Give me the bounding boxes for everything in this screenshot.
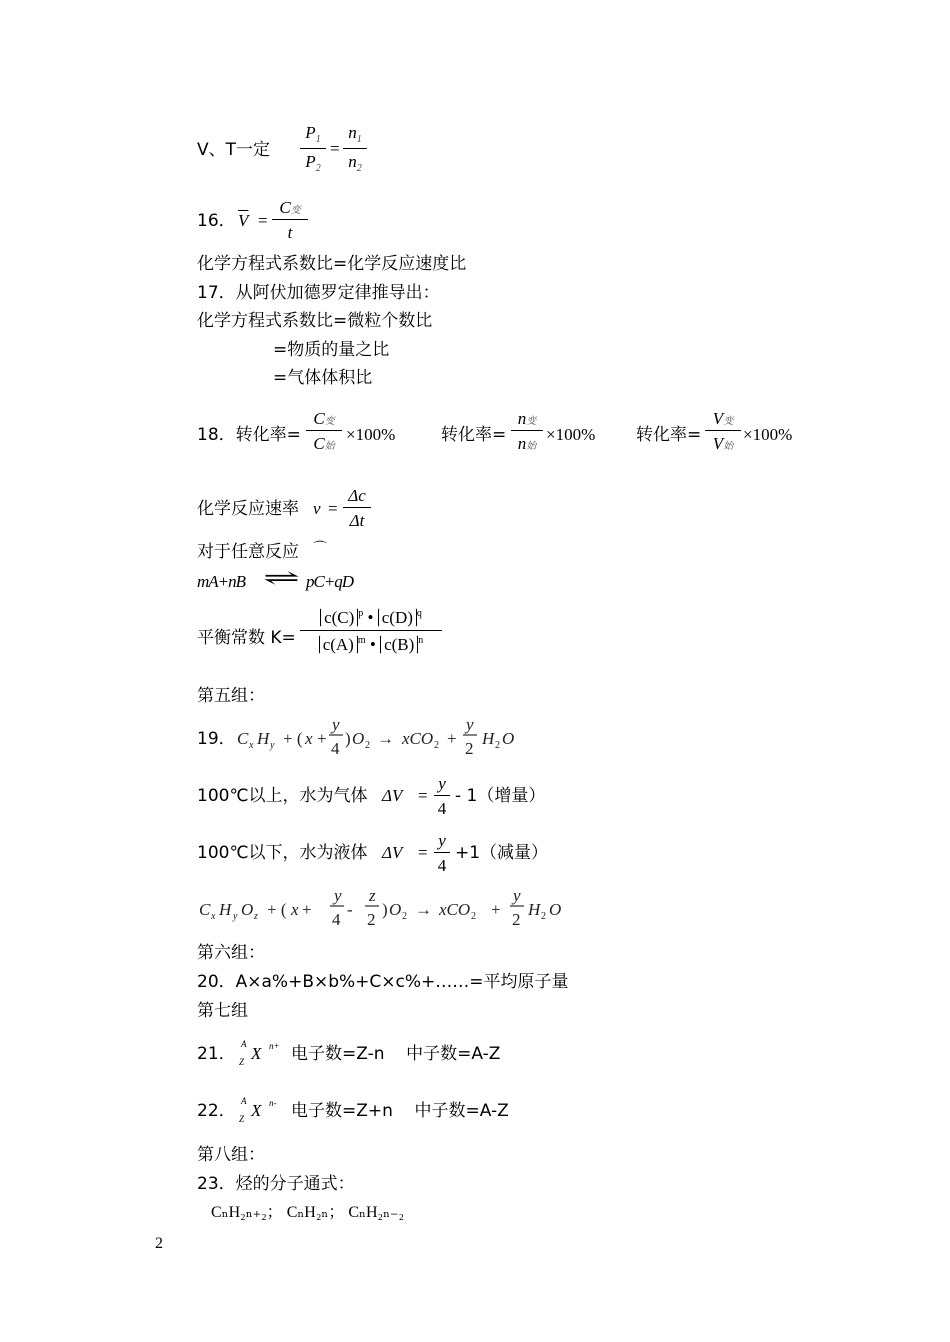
item18-label: 18．转化率=: [197, 425, 301, 445]
cxhyoz-equation: [197, 887, 577, 937]
svg-text:H: H: [219, 900, 232, 919]
item16-v: $\overline{V}$: [238, 211, 249, 230]
svg-text:x: x: [305, 729, 313, 748]
svg-text:C: C: [237, 729, 249, 748]
reaction-arrow: ⇌: [263, 565, 300, 590]
item18-times2: ×100%: [546, 425, 596, 444]
above100-tail: - 1（增量）: [455, 786, 546, 806]
reaction-text: 对于任意反应: [197, 542, 299, 562]
reaction-mark: ⌒: [313, 541, 327, 557]
group8-heading: 第八组：: [197, 1145, 265, 1165]
svg-text:4: 4: [332, 910, 341, 929]
svg-text:→: →: [377, 729, 394, 748]
svg-text:2: 2: [512, 910, 521, 929]
eqconst-fraction: c(C) $^p$ • c(D) $^q$ c(A) $^m$ • c(B) $^n$: [300, 608, 442, 654]
svg-text:→: →: [415, 900, 432, 919]
vt-equals: =: [330, 139, 340, 158]
svg-text:4: 4: [331, 739, 340, 758]
svg-text:2: 2: [365, 740, 370, 751]
item18-frac2: n变 n始: [511, 410, 543, 452]
svg-text:2: 2: [465, 739, 474, 758]
formula-sep-1: ；: [266, 1204, 283, 1221]
svg-text:+: +: [447, 729, 457, 748]
svg-text:y: y: [334, 887, 342, 905]
svg-text:+: +: [317, 729, 327, 748]
item16-eq: =: [258, 211, 268, 230]
svg-text:H: H: [528, 900, 541, 919]
text-line-2: 17．从阿伏加德罗定律推导出：: [197, 283, 440, 303]
text-line-5: =气体体积比: [273, 368, 373, 388]
item18-label2: 转化率=: [441, 425, 507, 445]
vt-label: V、T一定: [197, 140, 271, 160]
svg-text:xCO: xCO: [439, 900, 471, 919]
svg-text:2: 2: [471, 911, 476, 922]
text-line-3: 化学方程式系数比=微粒个数比: [197, 311, 433, 331]
svg-text:xCO: xCO: [402, 729, 434, 748]
item18-times1: ×100%: [346, 425, 396, 444]
above100-dv: ΔV: [382, 786, 403, 805]
item21-label: 21．: [197, 1044, 236, 1064]
svg-text:y: y: [466, 716, 474, 734]
rate-eq: =: [328, 499, 338, 518]
svg-text:-: -: [347, 900, 353, 919]
svg-text:+: +: [491, 900, 501, 919]
svg-text:2: 2: [402, 911, 407, 922]
group5-heading: 第五组：: [197, 686, 265, 706]
item19-equation-svg: [237, 716, 557, 766]
eqconst-label: 平衡常数 K=: [197, 628, 296, 648]
alkyne-formula: CₙH₂ₙ₋₂: [348, 1204, 405, 1221]
svg-text:O: O: [352, 729, 365, 748]
item21-text: 电子数=Z-n 中子数=A-Z: [291, 1044, 501, 1064]
svg-text:O: O: [502, 729, 515, 748]
text-line-4: =物质的量之比: [273, 340, 390, 360]
hydrocarbon-formulas: [211, 1205, 404, 1221]
below100-fraction: y 4: [434, 832, 450, 874]
svg-text:2: 2: [495, 740, 500, 751]
svg-text:y: y: [233, 911, 238, 922]
rate-fraction: Δc Δt: [343, 487, 371, 529]
n-ratio: $n_1$ $n_2$: [343, 124, 367, 174]
item19-label: 19．: [197, 729, 236, 749]
svg-text:y: y: [513, 887, 521, 905]
svg-text:y: y: [270, 740, 275, 751]
svg-text:+: +: [302, 900, 312, 919]
group6-heading: 第六组：: [197, 943, 265, 963]
reaction-rhs: pC+qD: [306, 572, 354, 591]
item22-label: 22．: [197, 1101, 236, 1121]
below100-dv: ΔV: [382, 843, 403, 862]
svg-text:2: 2: [434, 740, 439, 751]
svg-text:x: x: [291, 900, 299, 919]
svg-text:+ (: + (: [267, 900, 287, 919]
svg-text:+ (: + (: [283, 729, 303, 748]
alkene-formula: CₙH₂ₙ: [286, 1204, 329, 1221]
item22-text: 电子数=Z+n 中子数=A-Z: [291, 1101, 509, 1121]
below100-tail: +1（减量）: [455, 843, 549, 863]
item16-fraction: C变 t: [272, 199, 308, 241]
svg-text:): ): [382, 900, 388, 919]
item21-isotope: A Z X n+: [239, 1039, 280, 1067]
reaction-lhs: mA+nB: [197, 572, 246, 591]
group7-heading: 第七组: [197, 1001, 248, 1021]
item18-frac3: V变 V始: [705, 410, 741, 452]
item19-equation: [237, 716, 557, 766]
svg-text:2: 2: [541, 911, 546, 922]
item22-isotope: A Z X n-: [239, 1096, 277, 1124]
item18-frac1: C变 C始: [306, 410, 342, 452]
svg-text:z: z: [369, 887, 376, 905]
svg-text:H: H: [482, 729, 495, 748]
svg-text:O: O: [241, 900, 254, 919]
page-number: 2: [155, 1235, 163, 1252]
above100-eq: =: [418, 786, 428, 805]
formula-sep-2: ；: [328, 1204, 345, 1221]
svg-text:O: O: [549, 900, 562, 919]
p-ratio: $P_1$ $P_2$: [300, 124, 326, 174]
svg-text:O: O: [389, 900, 402, 919]
svg-text:C: C: [199, 900, 211, 919]
item23-text: 23．烃的分子通式：: [197, 1174, 355, 1194]
item18-label3: 转化率=: [636, 425, 702, 445]
svg-text:x: x: [249, 740, 254, 751]
svg-text:z: z: [254, 911, 258, 922]
rate-label: 化学反应速率: [197, 499, 299, 519]
item20-text: 20．A×a%+B×b%+C×c%+……=平均原子量: [197, 972, 569, 992]
svg-text:y: y: [332, 716, 340, 734]
svg-text:): ): [345, 729, 351, 748]
svg-text:H: H: [257, 729, 270, 748]
rate-v: v: [313, 499, 321, 518]
svg-text:2: 2: [367, 910, 376, 929]
text-line-1: 化学方程式系数比=化学反应速度比: [197, 254, 467, 274]
alkane-formula: CₙH₂ₙ₊₂: [211, 1204, 267, 1221]
cxhyoz-equation-svg: [197, 887, 577, 937]
below100-eq: =: [418, 843, 428, 862]
below100-text: 100℃以下，水为液体: [197, 843, 368, 863]
item18-times3: ×100%: [743, 425, 793, 444]
item16-label: 16．: [197, 211, 236, 231]
above100-text: 100℃以上，水为气体: [197, 786, 368, 806]
above100-fraction: y 4: [434, 775, 450, 817]
svg-text:x: x: [211, 911, 216, 922]
